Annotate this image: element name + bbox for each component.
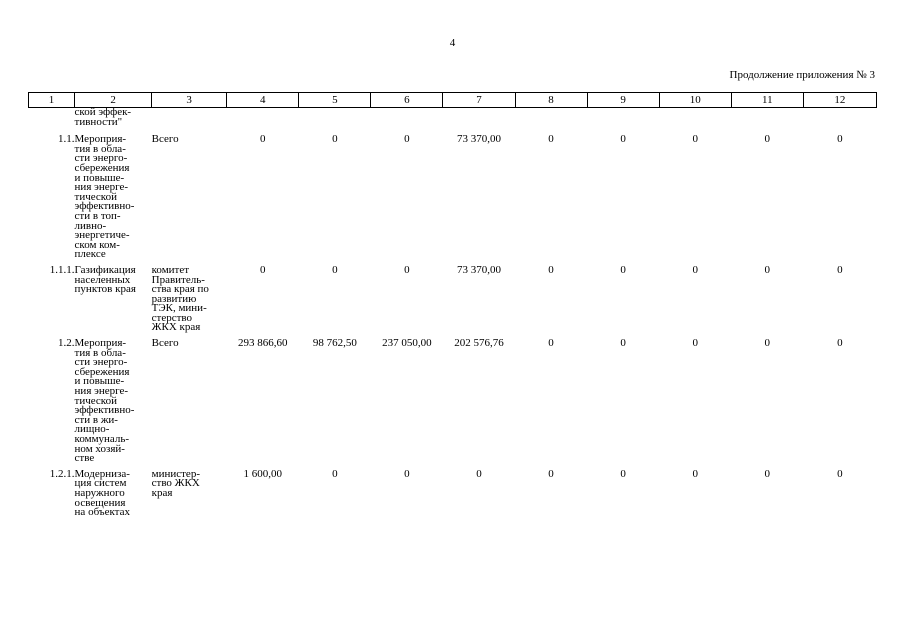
- value-cell: 0: [259, 133, 266, 146]
- value-cell: 0: [764, 263, 771, 276]
- name-line: пунктов края: [74, 283, 136, 296]
- row-name: [74, 467, 152, 524]
- name-line: и повыше-: [74, 171, 125, 184]
- value-cell: 0: [404, 133, 410, 146]
- header-cell: 7: [443, 93, 515, 108]
- value-cell: 98 762,50: [312, 337, 357, 350]
- value-cell: 1 600,00: [243, 467, 282, 480]
- value-cell: [803, 108, 876, 136]
- name-line: освещения: [74, 496, 126, 509]
- row-name: [74, 263, 152, 339]
- value-cell: 0: [764, 133, 771, 146]
- value-cell: [587, 108, 659, 136]
- row-executor: [152, 135, 227, 266]
- table-body: [29, 108, 877, 524]
- continuation-label: Продолжение приложения № 3: [729, 69, 875, 81]
- header-cell: 12: [803, 93, 876, 108]
- row-executor: [151, 467, 227, 524]
- value-cell: [659, 108, 731, 136]
- name-line: стве: [74, 452, 95, 465]
- name-line: сбережения: [74, 161, 130, 174]
- value-cell: 293 866,60: [237, 337, 288, 350]
- name-line: ция систем: [74, 477, 127, 490]
- executor-line: Правитель-: [151, 273, 205, 286]
- name-line: сти в топ-: [74, 209, 121, 222]
- row-number: [29, 108, 75, 136]
- value-cell: 0: [692, 467, 698, 480]
- name-line: сбережения: [74, 365, 130, 378]
- name-line: сти в жи-: [74, 413, 118, 426]
- name-line: сти энерго-: [74, 152, 128, 165]
- value-cell: [443, 108, 515, 136]
- name-line: плексе: [74, 248, 106, 261]
- executor-line: министер-: [151, 467, 200, 480]
- name-line: лищно-: [74, 423, 110, 436]
- table-row: [29, 470, 877, 524]
- value-cell: 0: [620, 337, 626, 350]
- value-cell: 0: [620, 467, 626, 480]
- value-cell: 0: [332, 263, 338, 276]
- value-cell: 0: [620, 133, 626, 146]
- value-cell: 0: [837, 467, 843, 480]
- value-cell: 0: [548, 263, 554, 276]
- value-cell: 0: [764, 337, 771, 350]
- name-line: тической: [74, 190, 117, 203]
- header-cell: 9: [587, 93, 659, 108]
- table-row: [29, 266, 877, 339]
- table-row: [29, 135, 877, 266]
- header-cell: 11: [731, 93, 803, 108]
- executor-line: развитию: [151, 292, 197, 305]
- name-line: и повыше-: [74, 375, 125, 388]
- value-cell: 73 370,00: [456, 263, 501, 276]
- header-cell: 5: [299, 93, 371, 108]
- header-cell: 8: [515, 93, 587, 108]
- name-line: тия в обла-: [74, 346, 126, 359]
- row-executor: [152, 339, 227, 470]
- value-cell: 0: [692, 133, 698, 146]
- name-line: Мероприя-: [74, 337, 127, 350]
- name-line: сти энерго-: [74, 356, 128, 369]
- value-cell: 0: [620, 263, 626, 276]
- name-line: ском ком-: [74, 238, 120, 251]
- executor-line: ство ЖКХ: [151, 477, 200, 490]
- value-cell: 0: [764, 467, 771, 480]
- value-cell: 0: [692, 337, 698, 350]
- name-line: ской эффек-: [74, 106, 132, 118]
- name-line: наружного: [74, 486, 125, 499]
- value-cell: [731, 108, 803, 136]
- value-cell: 0: [692, 263, 698, 276]
- value-cell: [299, 108, 371, 136]
- name-line: тивности": [74, 115, 123, 128]
- value-cell: 0: [332, 133, 338, 146]
- name-line: ном хозяй-: [74, 442, 125, 455]
- row-executor: [152, 108, 227, 136]
- name-line: ния энерге-: [74, 385, 129, 398]
- value-cell: 0: [404, 263, 410, 276]
- row-name: [75, 135, 152, 266]
- name-line: Мероприя-: [74, 133, 127, 146]
- row-name: [75, 108, 152, 136]
- value-cell: 202 576,76: [454, 337, 504, 350]
- value-cell: 0: [837, 133, 843, 146]
- name-line: населенных: [74, 273, 131, 286]
- header-cell: 2: [75, 93, 152, 108]
- value-cell: 0: [548, 337, 554, 350]
- header-cell: 10: [659, 93, 731, 108]
- executor-line: комитет: [151, 263, 190, 276]
- row-number: 1.2.: [58, 337, 75, 350]
- appendix-table: [28, 92, 877, 524]
- header-row: [29, 93, 877, 108]
- value-cell: 237 050,00: [382, 337, 432, 350]
- header-cell: 4: [227, 93, 299, 108]
- value-cell: 0: [837, 263, 843, 276]
- name-line: Модерниза-: [74, 467, 130, 480]
- value-cell: 0: [476, 467, 482, 480]
- value-cell: 73 370,00: [456, 133, 501, 146]
- value-cell: 0: [548, 467, 554, 480]
- page-number: 4: [449, 37, 456, 49]
- name-line: энергетиче-: [74, 229, 130, 242]
- name-line: Газификация: [74, 263, 136, 276]
- row-name: [75, 339, 152, 470]
- executor-line: края: [151, 486, 173, 499]
- row-executor: [151, 263, 227, 339]
- name-line: тия в обла-: [74, 142, 126, 155]
- row-number: 1.1.: [58, 133, 75, 146]
- value-cell: [227, 108, 299, 136]
- executor-line: ства края по: [151, 283, 209, 296]
- name-line: ливно-: [74, 219, 107, 232]
- header-cell: 6: [371, 93, 443, 108]
- executor-line: Всего: [151, 337, 179, 350]
- name-line: коммуналь-: [74, 433, 130, 445]
- name-line: эффективно-: [74, 404, 135, 417]
- table-row: [29, 108, 877, 136]
- executor-line: стерство: [151, 311, 193, 324]
- row-number: 1.1.1.: [49, 263, 75, 276]
- value-cell: 0: [404, 467, 410, 480]
- value-cell: 0: [837, 337, 843, 350]
- name-line: на объектах: [74, 506, 130, 519]
- value-cell: 0: [548, 133, 554, 146]
- executor-line: Всего: [151, 133, 179, 146]
- value-cell: [371, 108, 443, 136]
- value-cell: 0: [259, 263, 266, 276]
- row-number: 1.2.1.: [49, 467, 75, 480]
- name-line: эффективно-: [74, 200, 135, 213]
- header-cell: 3: [152, 93, 227, 108]
- executor-line: ЖКХ края: [151, 321, 201, 334]
- executor-line: ТЭК, мини-: [151, 302, 207, 315]
- name-line: ния энерге-: [74, 181, 129, 194]
- header-cell: 1: [29, 93, 75, 108]
- value-cell: [515, 108, 587, 136]
- table-row: [29, 339, 877, 470]
- name-line: тической: [74, 394, 117, 407]
- value-cell: 0: [332, 467, 338, 480]
